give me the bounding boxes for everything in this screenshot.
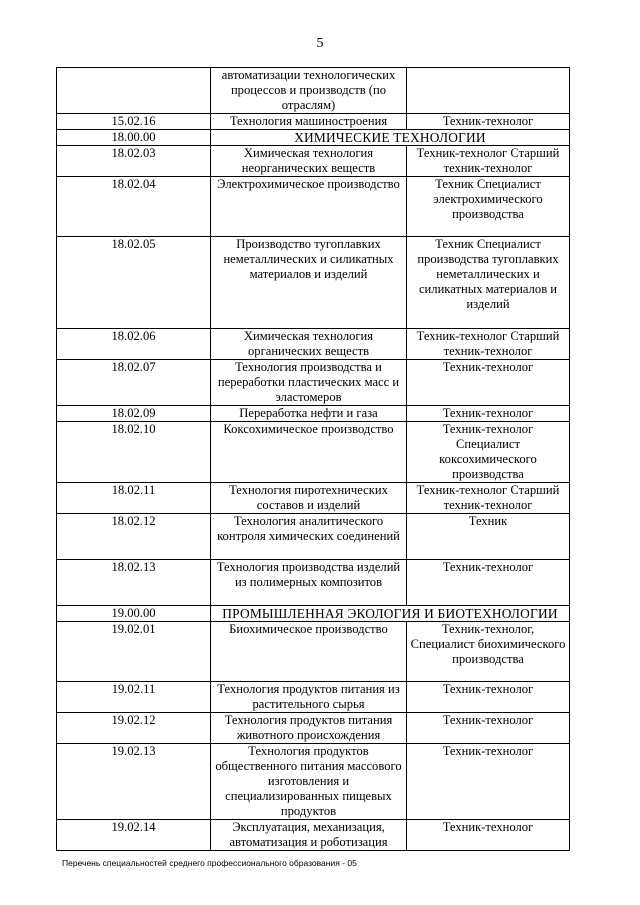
code-cell: 18.02.06: [57, 329, 211, 360]
qualification-cell: Техник-технолог Старший техник-технолог: [407, 329, 570, 360]
table-row: [57, 114, 570, 130]
code-cell: 19.02.12: [57, 713, 211, 744]
code-cell: [57, 68, 211, 114]
specialty-name-cell: автоматизации технологических процессов и производств (по отраслям): [211, 68, 407, 114]
table-row: [57, 422, 570, 483]
code-cell: 19.02.11: [57, 682, 211, 713]
code-cell: 18.02.11: [57, 483, 211, 514]
specialty-name-cell: Технология продуктов питания животного происхождения: [211, 713, 407, 744]
section-title: ХИМИЧЕСКИЕ ТЕХНОЛОГИИ: [211, 130, 570, 146]
qualification-cell: Техник-технолог: [407, 820, 570, 851]
specialty-name-cell: Технология машиностроения: [211, 114, 407, 130]
specialty-name-cell: Коксохимическое производство: [211, 422, 407, 483]
qualification-cell: Техник: [407, 514, 570, 560]
specialty-name-cell: Технология аналитического контроля химических соединений: [211, 514, 407, 560]
qualification-cell: Техник Специалист производства тугоплавких неметаллических и силикатных материалов и изделий: [407, 237, 570, 329]
qualification-cell: Техник-технолог: [407, 560, 570, 606]
code-cell: 19.02.01: [57, 622, 211, 682]
qualification-cell: Техник-технолог: [407, 713, 570, 744]
table-row: [57, 744, 570, 820]
specialty-name-cell: Технология производства и переработки пластических масс и эластомеров: [211, 360, 407, 406]
table-row: [57, 68, 570, 114]
code-cell: 19.00.00: [57, 606, 211, 622]
code-cell: 18.02.13: [57, 560, 211, 606]
code-cell: 19.02.13: [57, 744, 211, 820]
code-cell: 15.02.16: [57, 114, 211, 130]
code-cell: 18.00.00: [57, 130, 211, 146]
specialty-name-cell: Биохимическое производство: [211, 622, 407, 682]
table-row: [57, 406, 570, 422]
code-cell: 18.02.03: [57, 146, 211, 177]
page-number: 5: [316, 36, 324, 51]
table-row: [57, 146, 570, 177]
specialty-name-cell: Технология продуктов питания из растительного сырья: [211, 682, 407, 713]
code-cell: 18.02.05: [57, 237, 211, 329]
qualification-cell: Техник-технолог Специалист коксохимического производства: [407, 422, 570, 483]
qualification-cell: Техник-технолог Старший техник-технолог: [407, 483, 570, 514]
specialty-name-cell: Химическая технология органических веществ: [211, 329, 407, 360]
specialties-table: [56, 67, 570, 851]
specialty-name-cell: Производство тугоплавких неметаллических и силикатных материалов и изделий: [211, 237, 407, 329]
section-title: ПРОМЫШЛЕННАЯ ЭКОЛОГИЯ И БИОТЕХНОЛОГИИ: [211, 606, 570, 622]
code-cell: 18.02.12: [57, 514, 211, 560]
qualification-cell: Техник-технолог: [407, 744, 570, 820]
section-row: [57, 606, 570, 622]
table-row: [57, 713, 570, 744]
qualification-cell: Техник-технолог, Специалист биохимического производства: [407, 622, 570, 682]
section-row: [57, 130, 570, 146]
table-row: [57, 360, 570, 406]
qualification-cell: [407, 68, 570, 114]
specialty-name-cell: Эксплуатация, механизация, автоматизация и роботизация: [211, 820, 407, 851]
code-cell: 18.02.04: [57, 177, 211, 237]
qualification-cell: Техник-технолог: [407, 114, 570, 130]
code-cell: 18.02.07: [57, 360, 211, 406]
specialty-name-cell: Технология пиротехнических составов и изделий: [211, 483, 407, 514]
qualification-cell: Техник-технолог: [407, 406, 570, 422]
specialty-name-cell: Электрохимическое производство: [211, 177, 407, 237]
table-row: [57, 560, 570, 606]
code-cell: 19.02.14: [57, 820, 211, 851]
table-row: [57, 514, 570, 560]
table-row: [57, 177, 570, 237]
table-row: [57, 329, 570, 360]
specialty-name-cell: Химическая технология неорганических веществ: [211, 146, 407, 177]
table-row: [57, 622, 570, 682]
table-row: [57, 483, 570, 514]
specialty-name-cell: Технология продуктов общественного питания массового изготовления и специализированных пищевых продуктов: [211, 744, 407, 820]
qualification-cell: Техник-технолог: [407, 682, 570, 713]
code-cell: 18.02.10: [57, 422, 211, 483]
specialty-name-cell: Технология производства изделий из полимерных композитов: [211, 560, 407, 606]
table-row: [57, 682, 570, 713]
qualification-cell: Техник-технолог Старший техник-технолог: [407, 146, 570, 177]
qualification-cell: Техник-технолог: [407, 360, 570, 406]
code-cell: 18.02.09: [57, 406, 211, 422]
footer-caption: Перечень специальностей среднего профессионального образования - 05: [62, 858, 357, 868]
specialty-name-cell: Переработка нефти и газа: [211, 406, 407, 422]
table-row: [57, 237, 570, 329]
table-row: [57, 820, 570, 851]
qualification-cell: Техник Специалист электрохимического производства: [407, 177, 570, 237]
